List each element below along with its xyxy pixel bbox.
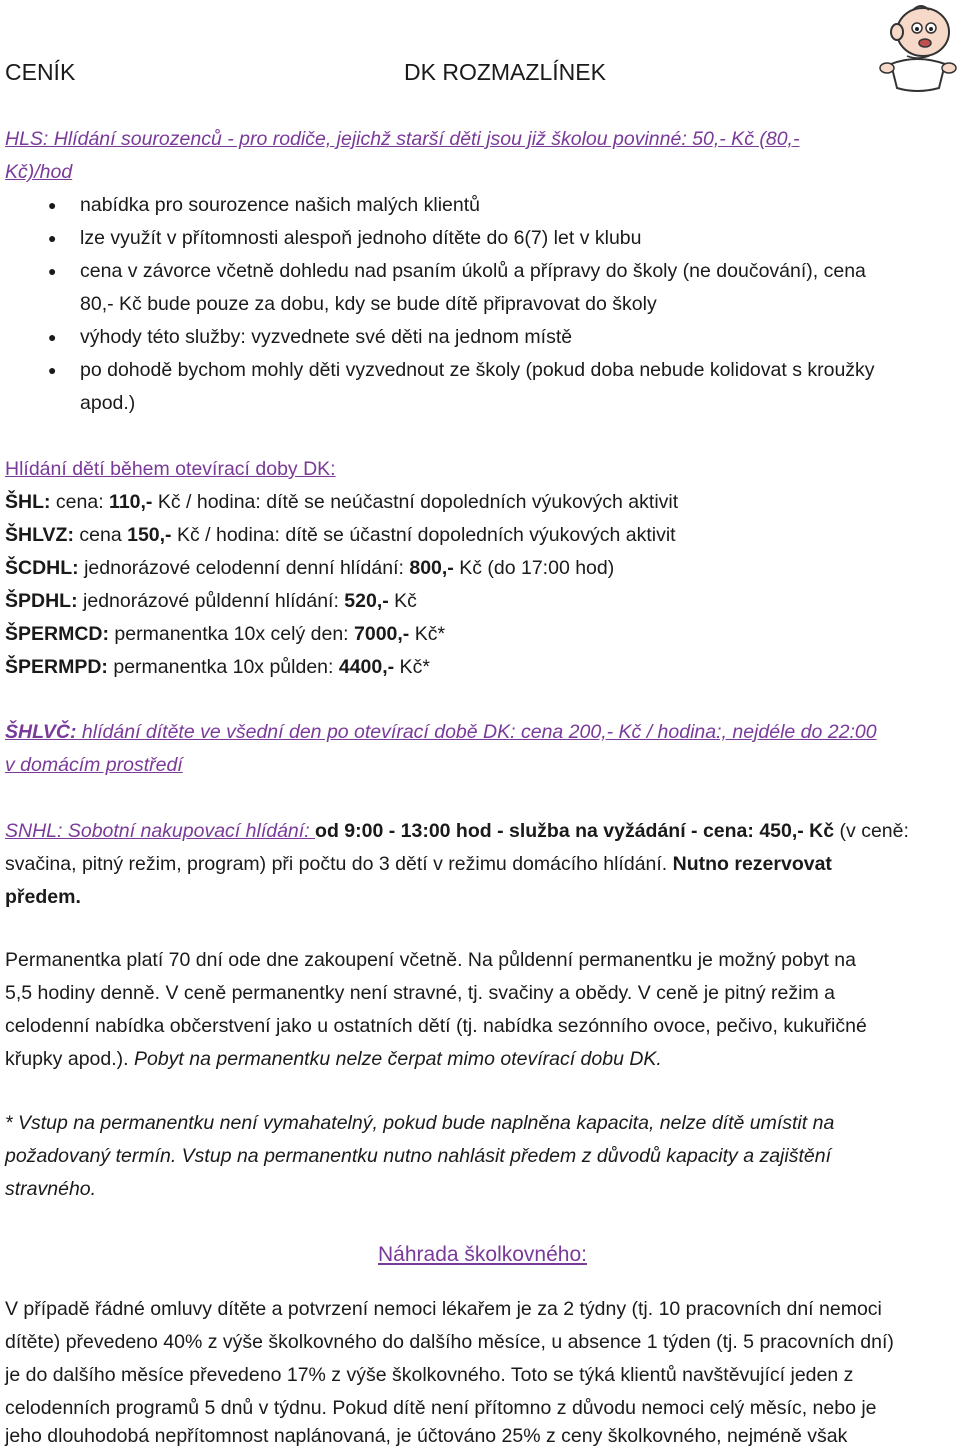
shlvc-text: hlídání dítěte ve všední den po otevírací době DK: cena 200,- Kč / hodina:, nejdéle do 22:00 [76,721,877,743]
pass-paragraph-line: Permanentka platí 70 dní ode dne zakoupení včetně. Na půldenní permanentku je možný pobyt na [5,949,856,971]
bullet-dot: ● [48,197,57,213]
price-value: 800,- [409,557,454,579]
hls-bullet-item-cont: apod.) [80,392,136,414]
pass-text: křupky apod.). [5,1048,134,1070]
footnote-line: stravného. [5,1178,97,1200]
refund-paragraph-line: V případě řádné omluvy dítěte a potvrzení nemoci lékařem je za 2 týdny (tj. 10 pracovních dní nemoci [5,1298,882,1320]
price-desc: cena [73,524,128,546]
shlvc-heading-cont: v domácím prostředí [5,754,183,776]
snhl-line [5,815,909,848]
price-value: 7000,- [354,623,410,645]
price-desc: Kč (do 17:00 hod) [453,557,615,579]
pass-paragraph-line: 5,5 hodiny denně. V ceně permanentky není stravné, tj. svačiny a obědy. V ceně je pitný režim a [5,982,835,1004]
price-desc: jednorázové celodenní denní hlídání: [78,557,410,579]
price-row-shl [5,486,678,519]
price-code: ŠPERMPD: [5,656,108,678]
opening-heading: Hlídání dětí během otevírací doby DK: [5,458,336,480]
price-row-spermpd [5,651,430,684]
hls-bullet-item: nabídka pro sourozence našich malých klientů [80,194,480,216]
price-desc: Kč* [394,656,430,678]
price-code: ŠPDHL: [5,590,78,612]
hls-bullet-item: výhody této služby: vyzvednete své děti na jednom místě [80,326,573,348]
bullet-dot: ● [48,329,57,345]
footnote-line: požadovaný termín. Vstup na permanentku nutno nahlásit předem z důvodů kapacity a zajištění [5,1145,831,1167]
hls-bullet-item: lze využít v přítomnosti alespoň jednoho dítěte do 6(7) let v klubu [80,227,642,249]
price-row-shlvz [5,519,676,552]
price-row-scdhl [5,552,614,585]
club-name-title: DK ROZMAZLÍNEK [404,59,606,85]
hls-heading: HLS: Hlídání sourozenců - pro rodiče, jejichž starší děti jsou již školou povinné: 50,- Kč (80,- [5,128,800,150]
snhl-reservation-note: Nutno rezervovat [672,853,832,875]
pass-paragraph-line: celodenní nabídka občerstvení jako u ostatních dětí (tj. nabídka sezónního ovoce, pečivo, kukuřičné [5,1015,867,1037]
refund-paragraph-line: dítěte) převedeno 40% z výše školkovného do dalšího měsíce, u absence 1 týden (tj. 5 pracovních dní) [5,1331,894,1353]
snhl-hours-price: od 9:00 - 13:00 hod - služba na vyžádání - cena: 450,- Kč [315,820,835,842]
price-code: ŠCDHL: [5,557,79,579]
snhl-line [5,848,832,881]
shlvc-heading [5,716,877,749]
refund-paragraph-line: celodenních programů 5 dnů v týdnu. Pokud dítě není přítomno z důvodu nemoci celý měsíc, nebo je [5,1397,877,1419]
hls-bullet-item: cena v závorce včetně dohledu nad psaním úkolů a přípravy do školy (ne doučování), cena [80,260,866,282]
snhl-text: svačina, pitný režim, program) při počtu do 3 dětí v režimu domácího hlídání. [5,853,673,875]
baby-diaper-icon [877,2,959,94]
hls-bullet-item: po dohodě bychom mohly děti vyzvednout ze školy (pokud doba nebude kolidovat s kroužky [80,359,875,381]
price-value: 4400,- [338,656,395,678]
hls-bullet-item-cont: 80,- Kč bude pouze za dobu, kdy se bude dítě připravovat do školy [80,293,657,315]
snhl-label: SNHL: Sobotní nakupovací hlídání: [5,820,316,842]
price-desc: cena: [50,491,110,513]
snhl-reservation-note-cont: předem. [5,886,81,908]
price-desc: jednorázové půldenní hlídání: [77,590,345,612]
price-desc: Kč [388,590,417,612]
price-row-spermcd [5,618,445,651]
footnote-line: * Vstup na permanentku není vymahatelný, pokud bude naplněna kapacita, nelze dítě umístit na [5,1112,835,1134]
price-row-spdhl [5,585,417,618]
pass-restriction: Pobyt na permanentku nelze čerpat mimo otevírací dobu DK. [133,1048,662,1070]
refund-paragraph-line: je do dalšího měsíce převedeno 17% z výše školkovného. Toto se týká klientů navštěvující jeden z [5,1364,854,1386]
price-value: 110,- [109,491,153,513]
refund-heading: Náhrada školkovného: [378,1243,587,1266]
bullet-dot: ● [48,230,57,246]
price-desc: permanentka 10x celý den: [109,623,354,645]
price-value: 520,- [344,590,389,612]
bullet-dot: ● [48,362,57,378]
price-list-title: CENÍK [5,59,76,85]
price-desc: Kč / hodina: dítě se neúčastní dopoledních výukových aktivit [152,491,679,513]
price-code: ŠPERMCD: [5,623,110,645]
price-desc: Kč* [409,623,446,645]
hls-heading-cont: Kč)/hod [5,161,73,183]
pass-paragraph-line [5,1043,662,1076]
price-desc: Kč / hodina: dítě se účastní dopoledních výukových aktivit [171,524,676,546]
price-value: 150,- [127,524,172,546]
price-code: ŠHLVZ: [5,524,74,546]
bullet-dot: ● [48,263,57,279]
price-desc: permanentka 10x půlden: [107,656,339,678]
refund-paragraph-line: jeho dlouhodobá nepřítomnost naplánovaná, je účtováno 25% z ceny školkovného, nejméně však [5,1425,848,1447]
shlvc-code: ŠHLVČ: [5,721,77,743]
price-code: ŠHL: [5,491,51,513]
snhl-text: (v ceně: [834,820,909,842]
